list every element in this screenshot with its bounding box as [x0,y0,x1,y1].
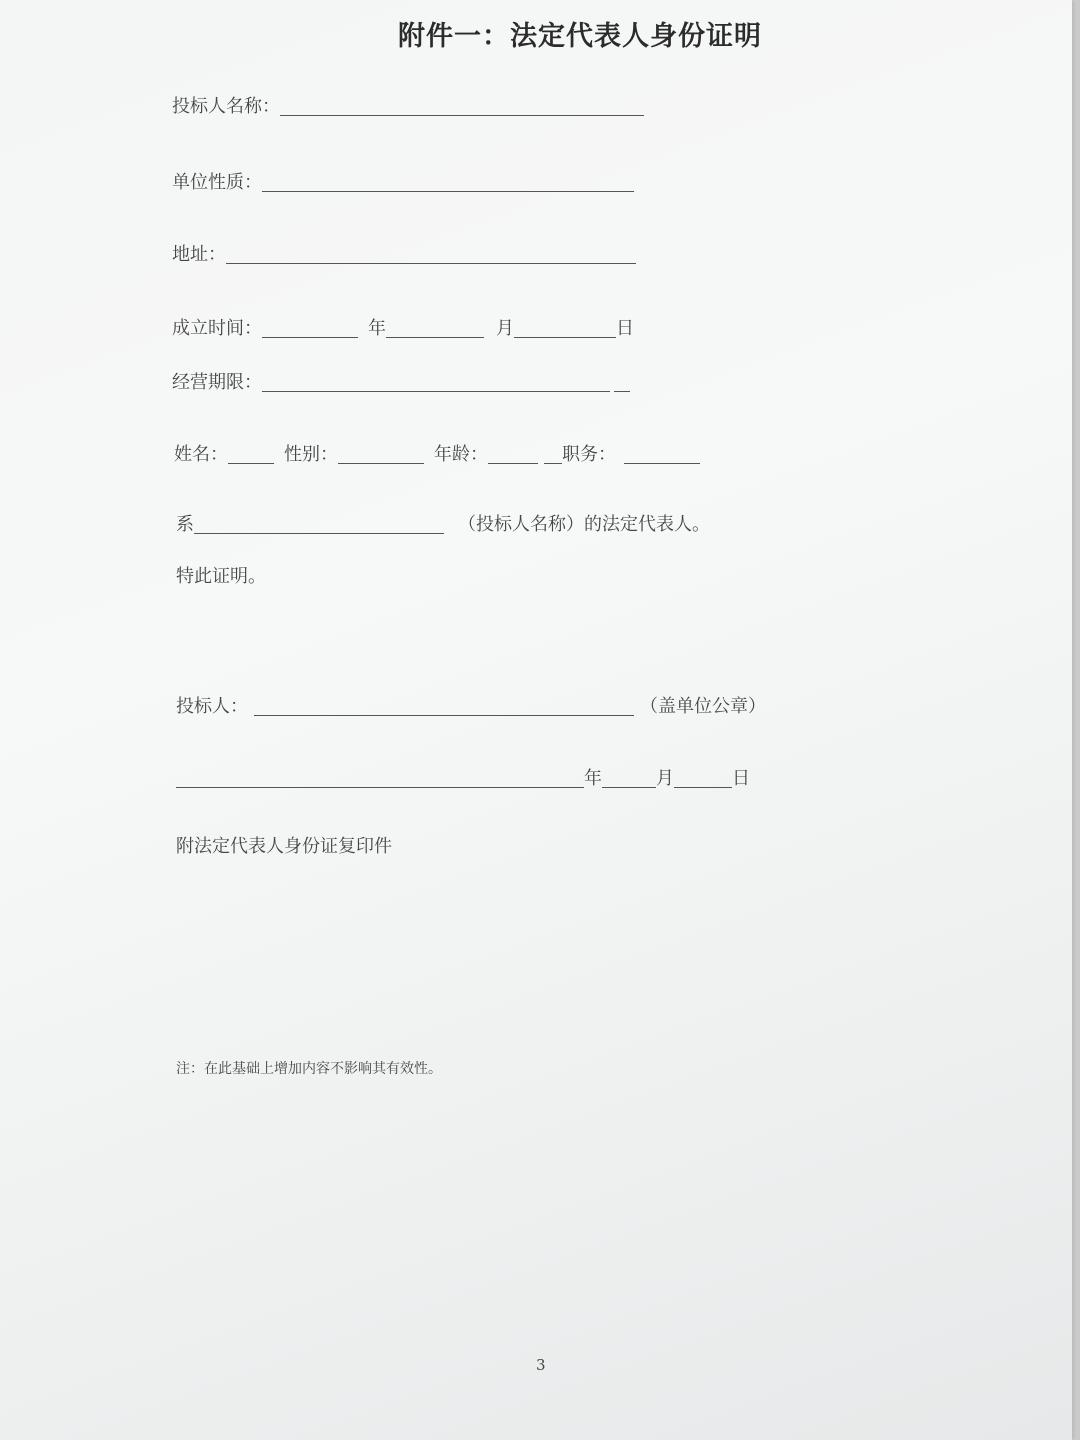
gender-label: 性别： [284,444,338,465]
term-blank-tail [614,390,630,392]
term-label: 经营期限： [172,372,262,393]
position-blank[interactable] [624,462,700,464]
signature-year-label: 年 [584,768,602,789]
address-label: 地址： [172,244,226,265]
established-month-label: 月 [496,318,514,339]
attachment-text: 附法定代表人身份证复印件 [176,836,392,857]
established-day-label: 日 [616,318,634,339]
seal-label: （盖单位公章） [640,696,766,717]
signature-day-label: 日 [732,768,750,789]
statement-prefix: 系 [176,514,194,535]
signature-month-label: 月 [656,768,674,789]
signature-month-blank[interactable] [602,786,656,788]
unit-nature-row [172,168,634,194]
gender-blank[interactable] [338,462,424,464]
term-row [172,368,630,394]
name-label: 姓名： [174,444,228,465]
statement-row [176,510,710,536]
certify-row [176,562,266,588]
bidder-name-label: 投标人名称： [172,96,280,117]
bidder-name-blank[interactable] [280,114,644,116]
established-label: 成立时间： [172,318,262,339]
position-label: 职务： [562,444,616,465]
unit-nature-label: 单位性质： [172,172,262,193]
signature-day-blank[interactable] [674,786,732,788]
bidder-name-row [172,92,644,118]
established-day-blank[interactable] [514,336,616,338]
age-label: 年龄： [434,444,488,465]
signature-bidder-blank[interactable] [254,714,634,716]
age-blank-tail [544,462,562,464]
established-month-blank[interactable] [386,336,484,338]
signature-date-blank[interactable] [176,786,584,788]
person-info-row [174,440,700,466]
address-blank[interactable] [226,262,636,264]
page-number: 3 [536,1356,546,1374]
term-blank[interactable] [262,390,610,392]
unit-nature-blank[interactable] [262,190,634,192]
statement-blank[interactable] [194,532,444,534]
certify-text: 特此证明。 [176,566,266,587]
established-year-blank[interactable] [262,336,358,338]
address-row [172,240,636,266]
signature-date-row [176,764,750,790]
name-blank[interactable] [228,462,274,464]
signature-row [176,692,766,718]
page-title: 附件一：法定代表人身份证明 [398,21,762,52]
age-blank[interactable] [488,462,538,464]
established-year-label: 年 [368,318,386,339]
established-row [172,314,634,340]
footnote: 注：在此基础上增加内容不影响其有效性。 [176,1061,442,1077]
attachment-row [176,832,392,858]
statement-suffix: （投标人名称）的法定代表人。 [458,514,710,535]
signature-bidder-label: 投标人： [176,696,248,717]
